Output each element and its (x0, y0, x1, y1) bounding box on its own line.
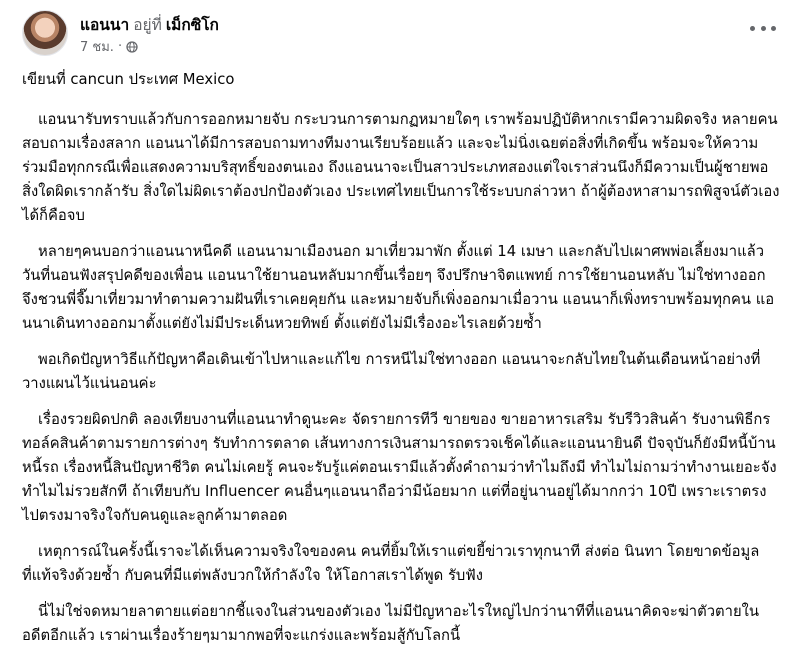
post-body (22, 68, 780, 660)
post-meta (80, 36, 138, 57)
post-paragraph: พอเกิดปัญหาวิธีแก้ปัญหาคือเดินเข้าไปหาและแก้ไข การหนีไม่ใช่ทางออก แอนนาจะกลับไทยในต้นเดือนหน้าอย่างที่วางแผนไว้แน่นอนค่ะ (22, 351, 761, 392)
is-at-text: อยู่ที่ (133, 16, 162, 34)
dot-icon (750, 26, 755, 31)
post-paragraph: นี่ไม่ใช่จดหมายลาตายแต่อยากชี้แจงในส่วนของตัวเอง ไม่มีปัญหาอะไรใหญ่ไปกว่านาทีที่แอนนาคิดจะฆ่าตัวตายในอดีตอีกแล้ว เราผ่านเรื่องร้ายๆมามากพอที่จะแกร่งและพร้อมสู้กับโลกนี้ (22, 603, 759, 644)
author-line (80, 12, 219, 37)
dot-icon (771, 26, 776, 31)
globe-icon[interactable] (126, 41, 138, 53)
dot-icon (761, 26, 766, 31)
location-line: เขียนที่ cancun ประเทศ Mexico (22, 71, 235, 88)
post-paragraph: เหตุการณ์ในครั้งนี้เราจะได้เห็นความจริงใจของคน คนที่ยิ้มให้เราแต่ขยี้ข่าวเราทุกนาที ส่งต่อ นินทา โดยขาดข้อมูลที่แท้จริงด้วยซ้ำ กับคนที่มีแต่พลังบวกให้กำลังใจ ให้โอกาสเราได้พูด รับฟัง (22, 543, 760, 584)
author-avatar[interactable] (22, 10, 68, 56)
post-paragraph: เรื่องรวยผิดปกติ ลองเทียบงานที่แอนนาทำดูนะคะ จัดรายการทีวี ขายของ ขายอาหารเสริม รับรีวิวสินค้า รับงานพิธีกรทอล์คสินค้าตามรายการต่างๆ รับทำการตลาด เส้นทางการเงินสามารถตรวจเช็คได้และแอนนายินดี ปัจจุบันก็ยังมีหนี้บ้าน หนี้รถ เรื่องหนี้สินปัญหาชีวิต คนไม่เคยรู้ คนจะรับรู้แค่ตอนเรามีแล้วตั้งคำถามว่าทำไมถึงมี ทำไมไม่ถามว่าทำงานเยอะจังทำไมไม่รวยสักที ถ้าเทียบกับ Influencer คนอื่นๆแอนนาถือว่ามีน้อยมาก แต่ที่อยู่นานอยู่ได้มากกว่า 10ปี เพราะเราตรงไปตรงมาจริงใจกับคนดูและลูกค้ามาตลอด (22, 411, 777, 524)
meta-separator: · (117, 39, 123, 54)
place-link[interactable]: เม็กซิโก (165, 16, 219, 34)
post-paragraph: แอนนารับทราบแล้วกับการออกหมายจับ กระบวนการตามกฏหมายใดๆ เราพร้อมปฏิบัติหากเรามีความผิดจริง หลายคนสอบถามเรื่องสลาก แอนนาได้มีการสอบถามทางทีมงานเรียบร้อยแล้ว และจะไม่นิ่งเฉยต่อสิ่งที่เกิดขึ้น พร้อมจะให้ความร่วมมือทุกกรณีเพื่อแสดงความบริสุทธิ์ของตนเอง ถึงแอนนาจะเป็นสาวประเภทสองแต่ใจเราส่วนนึงก็มีความเป็นผู้ชายพอ สิ่งใดผิดเรากล้ารับ สิ่งใดไม่ผิดเราต้องปกป้องตัวเอง ประเทศไทยเป็นการใช้ระบบกล่าวหา ถ้าผู้ต้องหาสามารถพิสูจน์ตัวเองได้ก็คือจบ (22, 111, 780, 224)
post-header (22, 10, 780, 60)
more-options-icon[interactable] (750, 18, 776, 38)
post-timestamp[interactable]: 7 ชม. (80, 40, 114, 55)
post-paragraph: หลายๆคนบอกว่าแอนนาหนีคดี แอนนามาเมืองนอก มาเที่ยวมาพัก ตั้งแต่ 14 เมษา และกลับไปเผาศพพ่อเลี้ยงมาแล้ว วันที่นอนฟังสรุปคดีของเพื่อน แอนนาใช้ยานอนหลับมากขึ้นเรื่อยๆ จึงปรึกษาจิตแพทย์ การใช้ยานอนหลับ ไม่ใช่ทางออก จึงชวนพี่จี๊มาเที่ยวมาทำตามความฝันที่เราเคยคุยกัน และหมายจับก็เพิ่งออกมาเมื่อวาน แอนนาก็เพิ่งทราบพร้อมทุกคน แอนนาเดินทางออกมาตั้งแต่ยังไม่มีประเด็นหวยทิพย์ ตั้งแต่ยังไม่มีเรื่องอะไรเลยด้วยซ้ำ (22, 243, 775, 332)
author-name[interactable]: แอนนา (80, 16, 130, 34)
